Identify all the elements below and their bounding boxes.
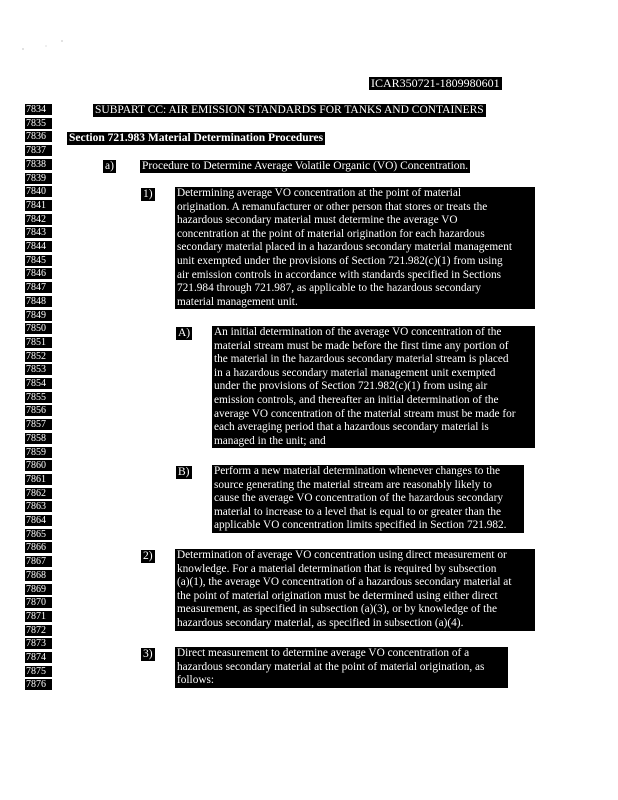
line-number: 7848 — [25, 296, 52, 307]
para-1-line: unit exempted under the provisions of Section 721.982(c)(1) from using — [177, 254, 503, 267]
para-3-line: follows: — [177, 674, 215, 687]
section-title: Section 721.983 Material Determination Procedures — [69, 132, 324, 144]
line-number: 7834 — [25, 104, 52, 115]
para-A-line: average VO concentration of the material stream must be made for — [214, 407, 516, 420]
line-number: 7865 — [25, 529, 52, 540]
line-number: 7868 — [25, 570, 52, 581]
line-number: 7850 — [25, 323, 52, 334]
para-1-line: material management unit. — [177, 295, 298, 308]
para-2-text — [175, 549, 535, 631]
para-1-line: hazardous secondary material must determine the average VO — [177, 214, 458, 227]
line-number: 7863 — [25, 501, 52, 512]
para-B-line: Perform a new material determination whenever changes to the — [214, 465, 501, 477]
para-1-line: air emission controls in accordance with standards specified in Sections — [177, 268, 502, 281]
line-number: 7840 — [25, 186, 52, 197]
line-number: 7843 — [25, 227, 52, 238]
para-2-label: 2) — [143, 550, 153, 562]
subpart-title: SUBPART CC: AIR EMISSION STANDARDS FOR TANKS AND CONTAINERS — [95, 104, 484, 116]
line-number: 7862 — [25, 488, 52, 499]
line-number: 7836 — [25, 131, 52, 142]
para-A-text — [212, 326, 535, 448]
para-A-line: An initial determination of the average VO concentration of the — [214, 326, 502, 338]
line-number: 7873 — [25, 638, 52, 649]
line-number: 7857 — [25, 419, 52, 430]
document-id: ICAR350721-1809980601 — [371, 76, 500, 90]
para-1-line: 721.984 through 721.987, as applicable to the hazardous secondary — [177, 282, 481, 295]
para-B-text — [212, 465, 524, 533]
para-1-line: origination. A remanufacturer or other person that stores or treats the — [177, 200, 488, 213]
para-2-line: measurement, as specified in subsection (a)(3), or by knowledge of the — [177, 603, 497, 616]
para-a-text: Procedure to Determine Average Volatile Organic (VO) Concentration. — [142, 160, 469, 172]
para-A-line: material stream must be made before the first time any portion of — [214, 339, 509, 352]
line-number: 7872 — [25, 625, 52, 636]
para-2-line: hazardous secondary material, as specified in subsection (a)(4). — [177, 616, 464, 629]
line-number: 7853 — [25, 364, 52, 375]
para-A-line: emission controls, and thereafter an initial determination of the — [214, 393, 499, 406]
line-number: 7844 — [25, 241, 52, 252]
line-number: 7847 — [25, 282, 52, 293]
line-number: 7867 — [25, 556, 52, 567]
para-3-label: 3) — [143, 648, 153, 660]
para-B-line: source generating the material stream are reasonably likely to — [214, 478, 492, 491]
line-number: 7841 — [25, 200, 52, 211]
para-A-label: A) — [178, 327, 191, 339]
para-B-label: B) — [178, 466, 190, 478]
para-A-line: each averaging period that a hazardous secondary material is — [214, 421, 489, 434]
scan-specks — [20, 40, 70, 54]
para-3-line: Direct measurement to determine average VO concentration of a — [177, 647, 470, 659]
para-1-line: Determining average VO concentration at the point of material — [177, 187, 461, 199]
para-A-line: in a hazardous secondary material management unit exempted — [214, 366, 496, 379]
para-a-label: a) — [105, 160, 114, 172]
para-3-line: hazardous secondary material at the point of material origination, as — [177, 660, 485, 673]
line-number: 7845 — [25, 255, 52, 266]
para-1-text — [175, 187, 535, 309]
para-2-line: (a)(1), the average VO concentration of a hazardous secondary material at — [177, 576, 512, 589]
line-number: 7876 — [25, 679, 52, 690]
para-A-line: under the provisions of Section 721.982(c)(1) from using air — [214, 380, 488, 393]
line-number: 7870 — [25, 597, 52, 608]
line-number: 7842 — [25, 214, 52, 225]
para-B-line: applicable VO concentration limits specified in Section 721.982. — [214, 519, 507, 532]
line-number: 7851 — [25, 337, 52, 348]
line-number: 7859 — [25, 447, 52, 458]
line-number: 7852 — [25, 351, 52, 362]
para-3-text — [175, 647, 508, 688]
line-number: 7875 — [25, 666, 52, 677]
line-number: 7858 — [25, 433, 52, 444]
para-A-line: managed in the unit; and — [214, 434, 326, 447]
line-number: 7846 — [25, 268, 52, 279]
para-B-line: material to increase to a level that is equal to or greater than the — [214, 505, 502, 518]
para-2-line: knowledge. For a material determination that is required by subsection — [177, 562, 497, 575]
line-number: 7838 — [25, 159, 52, 170]
para-1-label: 1) — [143, 188, 153, 200]
para-2-line: Determination of average VO concentration using direct measurement or — [177, 549, 507, 561]
para-2-line: the point of material origination must be determined using either direct — [177, 589, 498, 602]
line-number: 7866 — [25, 542, 52, 553]
para-A-line: the material in the hazardous secondary material stream is placed — [214, 353, 509, 366]
line-number: 7835 — [25, 118, 52, 129]
line-number: 7874 — [25, 652, 52, 663]
line-number: 7855 — [25, 392, 52, 403]
line-number: 7854 — [25, 378, 52, 389]
line-number: 7839 — [25, 173, 52, 184]
line-number: 7869 — [25, 584, 52, 595]
line-number: 7849 — [25, 310, 52, 321]
para-1-line: secondary material placed in a hazardous secondary material management — [177, 241, 512, 254]
line-number: 7837 — [25, 145, 52, 156]
line-number: 7861 — [25, 474, 52, 485]
para-B-line: cause the average VO concentration of the hazardous secondary — [214, 492, 503, 505]
para-1-line: concentration at the point of material origination for each hazardous — [177, 227, 485, 240]
line-number: 7856 — [25, 405, 52, 416]
line-number: 7864 — [25, 515, 52, 526]
line-number: 7871 — [25, 611, 52, 622]
line-number: 7860 — [25, 460, 52, 471]
